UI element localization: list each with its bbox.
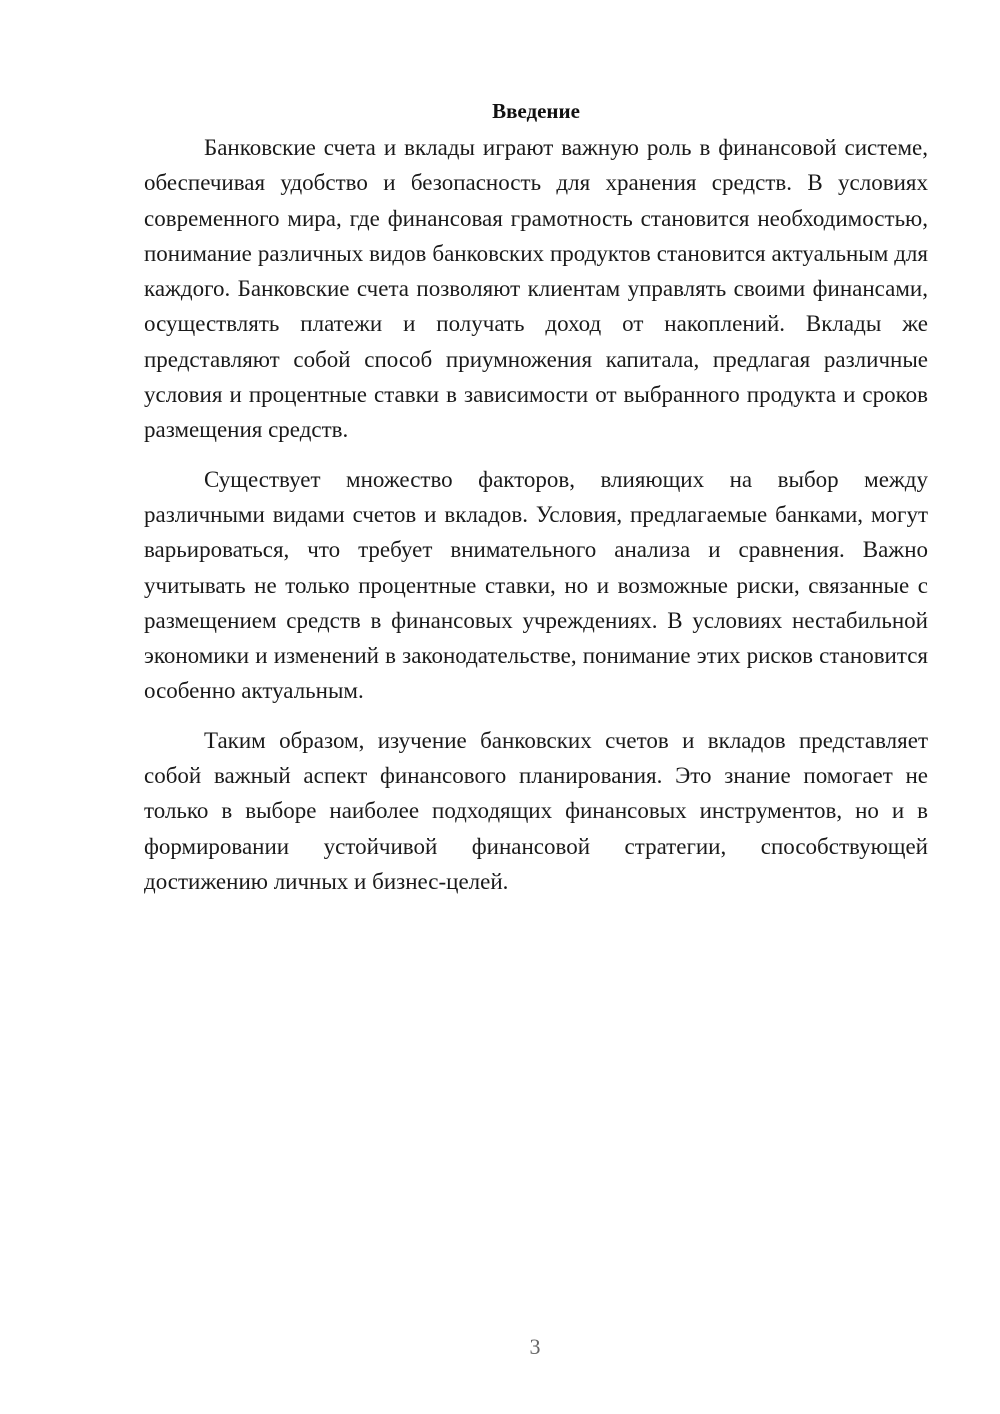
section-heading: Введение [492,99,580,123]
paragraph-2: Существует множество факторов, влияющих на выбор между различными видами счетов и вкладов. Условия, предлагаемые банками, могут варьироваться, что требует внимательного анализа и сравнения. Важно учитывать не только процентные ставки, но и возможные риски, связанные с размещением средств в финансовых учреждениях. В условиях нестабильной экономики и изменений в законодательстве, понимание этих рисков становится особенно актуальным. [144,466,928,704]
page-number: 3 [529,1334,541,1359]
paragraph-3: Таким образом, изучение банковских счетов и вкладов представляет собой важный аспект финансового планирования. Это знание помогает не только в выборе наиболее подходящих финансовых инструментов, но и в формировании устойчивой финансовой стратегии, способствующей достижению личных и бизнес-целей. [144,727,928,894]
page-content [144,96,928,913]
paragraph-1: Банковские счета и вклады играют важную роль в финансовой системе, обеспечивая удобство и безопасность для хранения средств. В условиях современного мира, где финансовая грамотность становится необходимостью, понимание различных видов банковских продуктов становится актуальным для каждого. Банковские счета позволяют клиентам управлять своими финансами, осуществлять платежи и получать доход от накоплений. Вклады же представляют собой способ приумножения капитала, предлагая различные условия и процентные ставки в зависимости от выбранного продукта и сроков размещения средств. [144,135,928,443]
